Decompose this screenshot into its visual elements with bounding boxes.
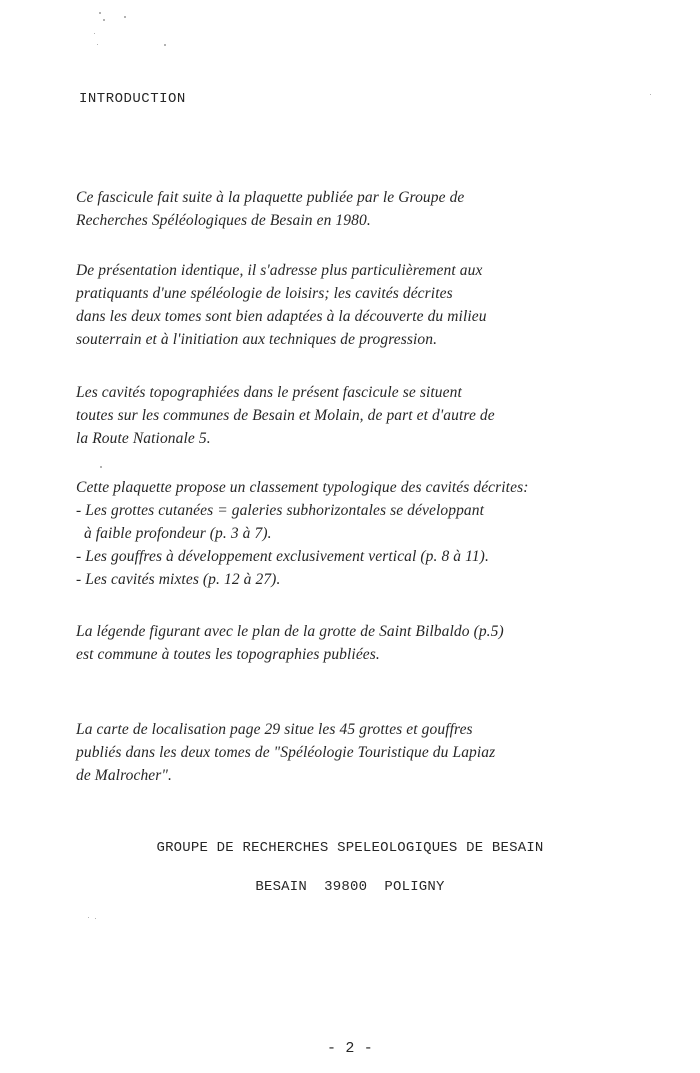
text-line: De présentation identique, il s'adresse plus particulièrement aux: [76, 262, 483, 279]
list-item: - Les cavités mixtes (p. 12 à 27).: [76, 571, 281, 588]
scan-speck: [164, 44, 166, 46]
text-line: toutes sur les communes de Besain et Molain, de part et d'autre de: [76, 407, 495, 424]
paragraph-intro: [76, 186, 656, 232]
text-line: publiés dans les deux tomes de "Spéléologie Touristique du Lapiaz: [76, 744, 496, 761]
text-line: dans les deux tomes sont bien adaptées à la découverte du milieu: [76, 308, 487, 325]
paragraph-classification: [76, 476, 656, 591]
text-line: pratiquants d'une spéléologie de loisirs; les cavités décrites: [76, 285, 453, 302]
paragraph-location: [76, 381, 656, 450]
text-line: Ce fascicule fait suite à la plaquette publiée par le Groupe de: [76, 189, 465, 206]
scan-speck: [100, 466, 102, 468]
text-line: Les cavités topographiées dans le présent fascicule se situent: [76, 384, 462, 401]
page-number: - 2 -: [326, 1040, 373, 1057]
signature-address: BESAIN 39800 POLIGNY: [255, 879, 445, 895]
list-item: - Les grottes cutanées = galeries subhorizontales se développant: [76, 502, 485, 519]
list-item: - Les gouffres à développement exclusivement vertical (p. 8 à 11).: [76, 548, 489, 565]
scan-speck: [95, 918, 96, 919]
text-line: La légende figurant avec le plan de la grotte de Saint Bilbaldo (p.5): [76, 623, 504, 640]
scan-speck: [124, 16, 126, 18]
text-line: Cette plaquette propose un classement typologique des cavités décrites:: [76, 479, 529, 496]
text-line: Recherches Spéléologiques de Besain en 1980.: [76, 212, 371, 229]
paragraph-map: [76, 718, 656, 787]
scan-speck: [94, 33, 95, 34]
text-line: souterrain et à l'initiation aux techniques de progression.: [76, 331, 438, 348]
text-line: La carte de localisation page 29 situe les 45 grottes et gouffres: [76, 721, 473, 738]
text-line: est commune à toutes les topographies publiées.: [76, 646, 380, 663]
scan-speck: [88, 917, 89, 918]
scan-speck: [97, 44, 98, 45]
scan-speck: [650, 94, 651, 95]
list-item: à faible profondeur (p. 3 à 7).: [76, 525, 272, 542]
page-title: INTRODUCTION: [79, 91, 186, 107]
signature-organization: GROUPE DE RECHERCHES SPELEOLOGIQUES DE BESAIN: [156, 840, 544, 856]
text-line: la Route Nationale 5.: [76, 430, 211, 447]
text-line: de Malrocher".: [76, 767, 173, 784]
paragraph-legend: [76, 620, 656, 666]
scan-speck: [99, 12, 101, 14]
scan-speck: [103, 19, 105, 21]
paragraph-presentation: [76, 259, 656, 351]
